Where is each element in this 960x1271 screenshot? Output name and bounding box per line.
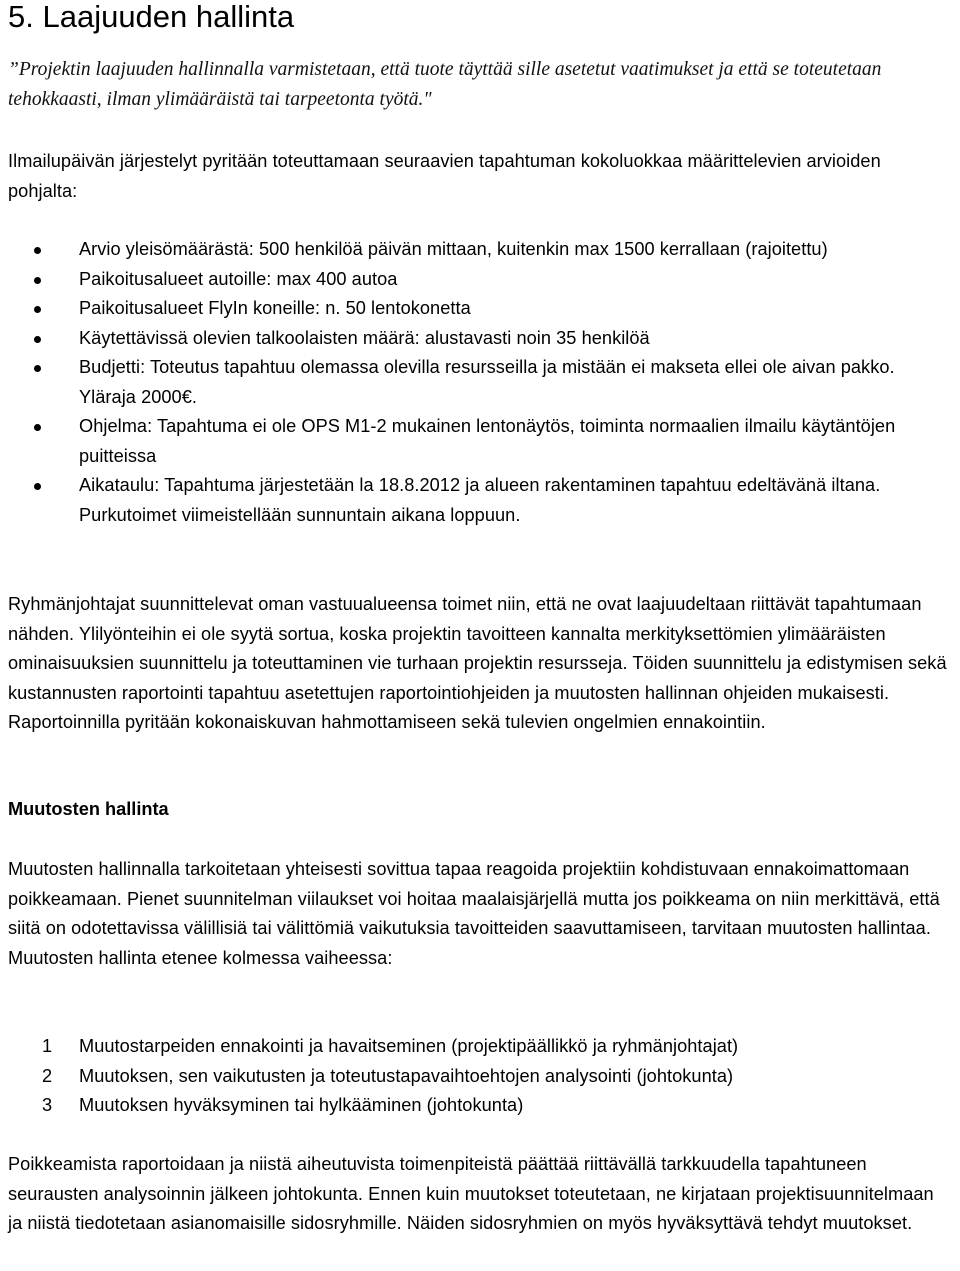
section-subheading: Muutosten hallinta xyxy=(8,799,169,819)
scope-paragraph: Ryhmänjohtajat suunnittelevat oman vastuualueensa toimet niin, että ne ovat laajuudeltaan riittävät tapahtumaan nähden. Ylilyönteihin ei ole syytä sortua, koska projektin tavoitteen kannalta merkityksettömien ylimääräisten ominaisuuksien suunnittelu ja toteuttaminen vie turhaan projektin resursseja. Töiden suunnittelu ja edistymisen sekä kustannusten raportointi tapahtuu asetettujen raportointiohjeiden ja muutosten hallinnan ohjeiden mukaisesti. Raportoinnilla pyritään kokonaiskuvan hahmottamiseen sekä tulevien ongelmien ennakointiin. xyxy=(8,594,947,732)
list-item: Paikoitusalueet autoille: max 400 autoa xyxy=(8,265,952,295)
scope-estimates-list xyxy=(8,235,952,530)
list-item: Ohjelma: Tapahtuma ei ole OPS M1-2 mukainen lentonäytös, toiminta normaalien ilmailu käytäntöjen puitteissa xyxy=(8,412,952,471)
bullet-icon xyxy=(34,483,41,490)
definition-quote: ”Projektin laajuuden hallinnalla varmistetaan, että tuote täyttää sille asetetut vaatimukset ja että se toteutetaan tehokkaasti, ilman ylimääräistä tai tarpeetonta työtä." xyxy=(8,59,882,110)
step-number: 2 xyxy=(42,1065,53,1086)
page-title: 5. Laajuuden hallinta xyxy=(8,0,295,34)
change-steps-list xyxy=(8,1032,952,1121)
list-item: Käytettävissä olevien talkoolaisten määrä: alustavasti noin 35 henkilöä xyxy=(8,324,952,354)
bullet-icon xyxy=(34,336,41,343)
list-item: 3 Muutoksen hyväksyminen tai hylkääminen (johtokunta) xyxy=(8,1091,952,1121)
list-item: Arvio yleisömäärästä: 500 henkilöä päivän mittaan, kuitenkin max 1500 kerrallaan (rajoitettu) xyxy=(8,235,952,265)
list-item: Aikataulu: Tapahtuma järjestetään la 18.8.2012 ja alueen rakentaminen tapahtuu edeltävänä iltana. Purkutoimet viimeistellään sunnuntain aikana loppuun. xyxy=(8,471,952,530)
bullet-icon xyxy=(34,365,41,372)
reporting-paragraph: Poikkeamista raportoidaan ja niistä aiheutuvista toimenpiteistä päättää riittävällä tarkkuudella tapahtuneen seurausten analysoinnin jälkeen johtokunta. Ennen kuin muutokset toteutetaan, ne kirjataan projektisuunnitelmaan ja niistä tiedotetaan asianomaisille sidosryhmille. Näiden sidosryhmien on myös hyväksyttävä tehdyt muutokset. xyxy=(8,1154,934,1233)
step-number: 1 xyxy=(42,1036,53,1056)
step-number: 3 xyxy=(42,1095,53,1115)
list-item: 2 Muutoksen, sen vaikutusten ja toteutustapavaihtoehtojen analysointi (johtokunta) xyxy=(8,1062,952,1092)
intro-paragraph: Ilmailupäivän järjestelyt pyritään toteuttamaan seuraavien tapahtuman kokoluokkaa määrittelevien arvioiden pohjalta: xyxy=(8,151,881,201)
bullet-icon xyxy=(34,306,41,313)
list-item: 1 Muutostarpeiden ennakointi ja havaitseminen (projektipäällikkö ja ryhmänjohtajat) xyxy=(8,1032,952,1062)
bullet-icon xyxy=(34,277,41,284)
bullet-icon xyxy=(34,247,41,254)
list-item: Budjetti: Toteutus tapahtuu olemassa olevilla resursseilla ja mistään ei makseta ellei ole aivan pakko. Yläraja 2000€. xyxy=(8,353,952,412)
bullet-icon xyxy=(34,424,41,431)
list-item: Paikoitusalueet FlyIn koneille: n. 50 lentokonetta xyxy=(8,294,952,324)
change-management-paragraph: Muutosten hallinnalla tarkoitetaan yhteisesti sovittua tapaa reagoida projektiin kohdistuvaan ennakoimattomaan poikkeamaan. Pienet suunnitelman viilaukset voi hoitaa maalaisjärjellä mutta jos poikkeama on niin merkittävä, että siitä on odotettavissa välillisiä tai välittömiä vaikutuksia tavoitteiden saavuttamiseen, tarvitaan muutosten hallintaa. Muutosten hallinta etenee kolmessa vaiheessa: xyxy=(8,859,940,968)
